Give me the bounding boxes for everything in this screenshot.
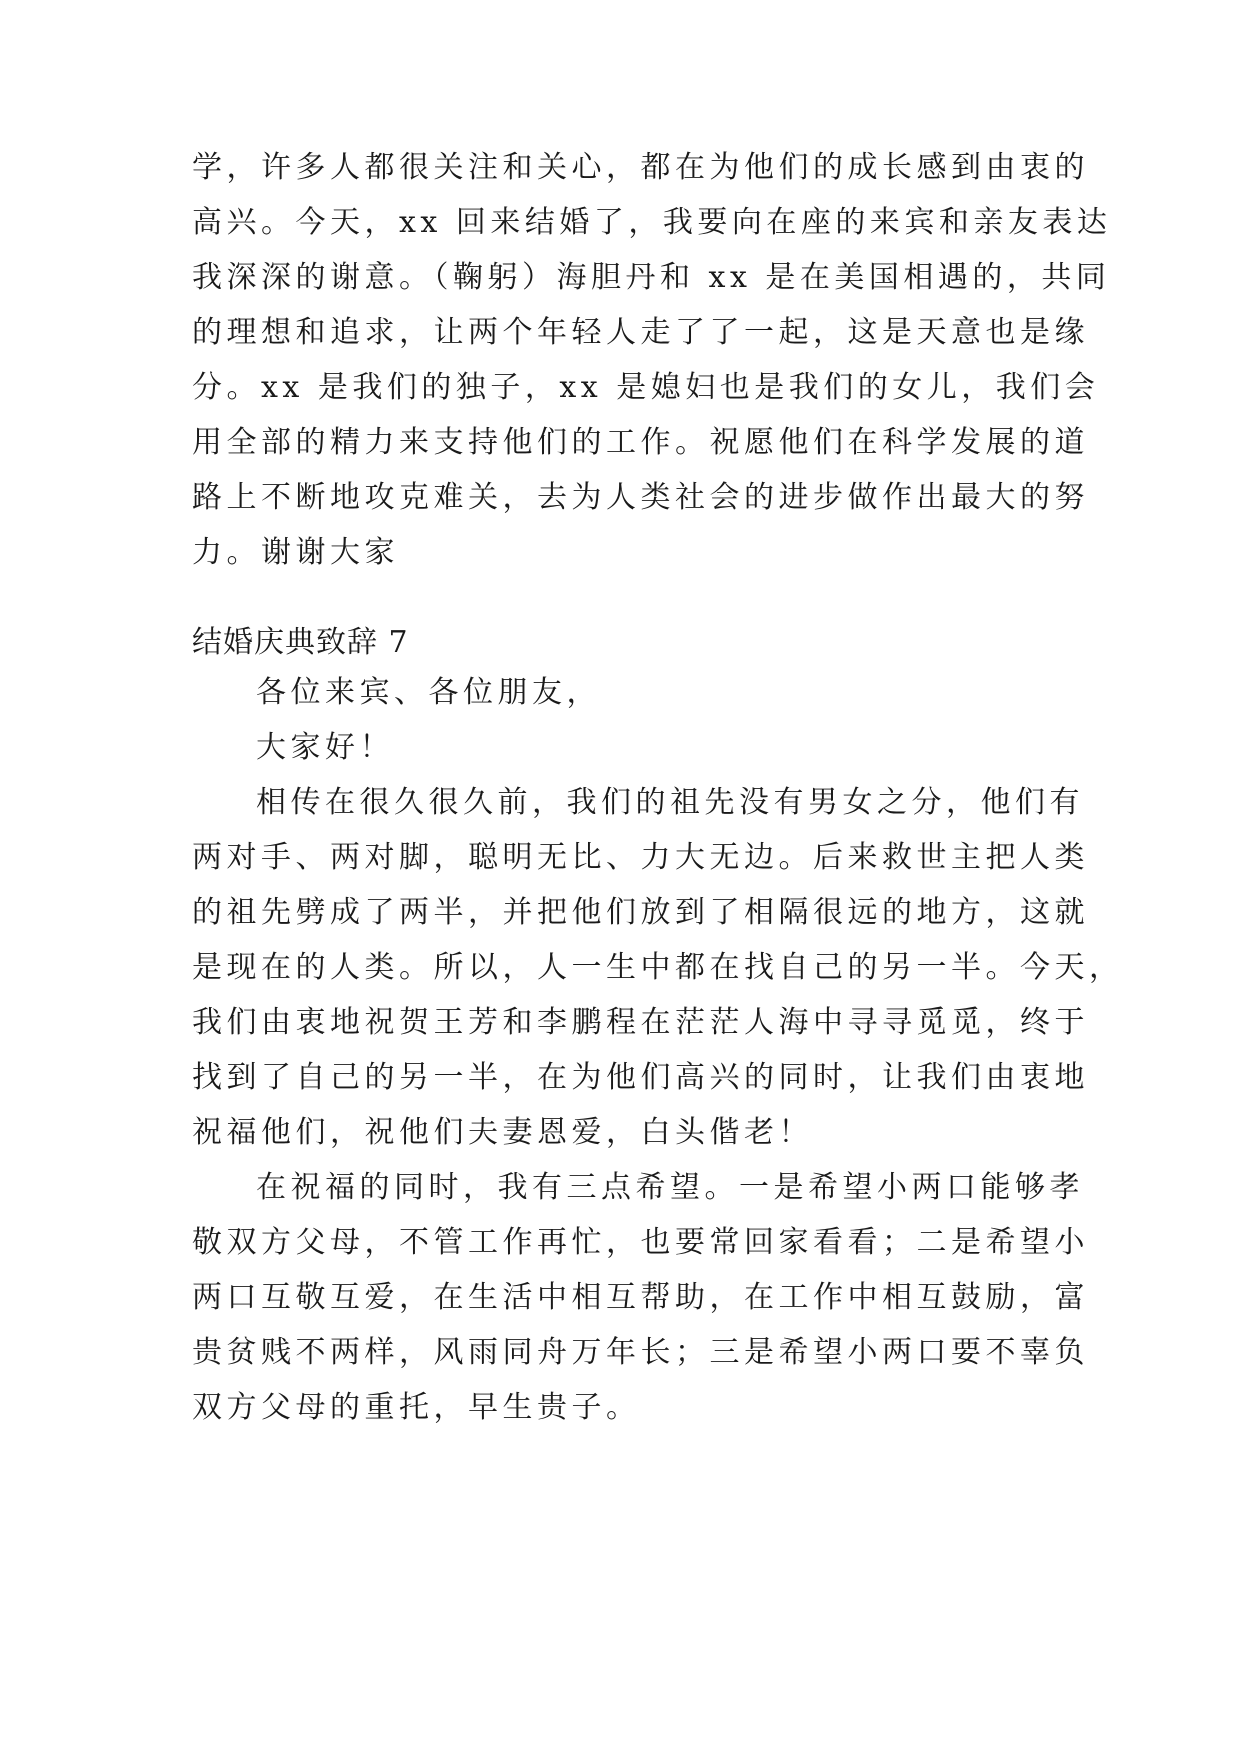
text-line: 双方父母的重托，早生贵子。 — [192, 1390, 641, 1425]
greeting-line: 各位来宾、各位朋友， — [256, 675, 601, 710]
text-line: 高兴。今天，xx 回来结婚了，我要向在座的来宾和亲友表达 — [192, 205, 1112, 240]
text-line: 祝福他们，祝他们夫妻恩爱，白头偕老！ — [192, 1115, 813, 1150]
text-line: 两口互敬互爱，在生活中相互帮助，在工作中相互鼓励，富 — [192, 1280, 1089, 1315]
text-line: 是现在的人类。所以，人一生中都在找自己的另一半。今天， — [192, 950, 1124, 985]
text-line: 力。谢谢大家 — [192, 535, 399, 570]
text-line: 学，许多人都很关注和关心，都在为他们的成长感到由衷的 — [192, 150, 1089, 185]
text-line: 在祝福的同时，我有三点希望。一是希望小两口能够孝 — [256, 1170, 1084, 1205]
text-line: 我深深的谢意。（鞠躬）海胆丹和 xx 是在美国相遇的，共同 — [192, 260, 1111, 295]
text-line: 用全部的精力来支持他们的工作。祝愿他们在科学发展的道 — [192, 425, 1089, 460]
text-line: 的祖先劈成了两半，并把他们放到了相隔很远的地方，这就 — [192, 895, 1089, 930]
text-line: 敬双方父母，不管工作再忙，也要常回家看看；二是希望小 — [192, 1225, 1089, 1260]
text-line: 路上不断地攻克难关，去为人类社会的进步做作出最大的努 — [192, 480, 1089, 515]
text-line: 两对手、两对脚，聪明无比、力大无边。后来救世主把人类 — [192, 840, 1089, 875]
greeting-line: 大家好！ — [256, 730, 394, 765]
text-line: 分。xx 是我们的独子，xx 是媳妇也是我们的女儿，我们会 — [192, 370, 1100, 405]
text-line: 相传在很久很久前，我们的祖先没有男女之分，他们有 — [256, 785, 1084, 820]
text-line: 的理想和追求，让两个年轻人走了了一起，这是天意也是缘 — [192, 315, 1089, 350]
text-line: 贵贫贱不两样，风雨同舟万年长；三是希望小两口要不辜负 — [192, 1335, 1089, 1370]
text-line: 找到了自己的另一半，在为他们高兴的同时，让我们由衷地 — [192, 1060, 1089, 1095]
section-heading: 结婚庆典致辞 7 — [192, 625, 409, 660]
text-line: 我们由衷地祝贺王芳和李鹏程在茫茫人海中寻寻觅觅，终于 — [192, 1005, 1089, 1040]
